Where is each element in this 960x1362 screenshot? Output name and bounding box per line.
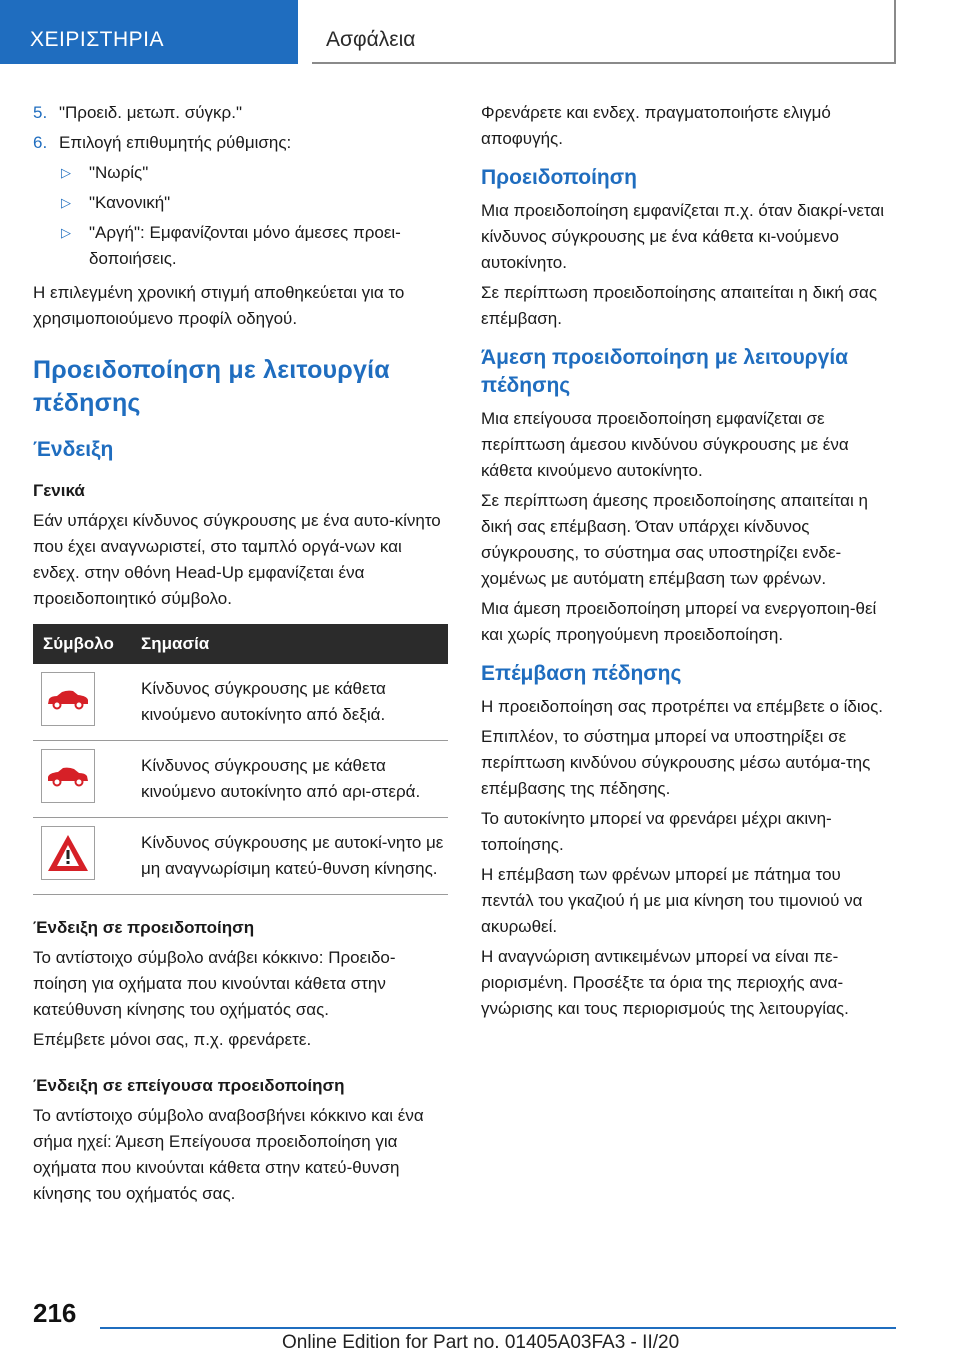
subheading: Ένδειξη σε προειδοποίηση [33,918,255,937]
paragraph: Επέμβετε μόνοι σας, π.χ. φρενάρετε. [33,1030,312,1049]
paragraph: Η επέμβαση των φρένων μπορεί με πάτημα του πεντάλ του γκαζιού ή με μια κίνηση του τιμονιού να ακυρωθεί. [481,865,863,936]
footer-divider [100,1327,896,1329]
bullet-item [33,220,448,272]
header-section: ΧΕΙΡΙΣΤΗΡΙΑ [0,0,298,64]
table-header-row [33,624,448,664]
table-cell-meaning: Κίνδυνος σύγκρουσης με κάθετα κινούμενο αυτοκίνητο από αρι-στερά. [141,741,448,818]
table-cell-icon [33,818,141,895]
subheading: Γενικά [33,481,85,500]
paragraph: Το αυτοκίνητο μπορεί να φρενάρει μέχρι ακινη-τοποίησης. [481,809,832,854]
footer-edition: Online Edition for Part no. 01405A03FA3 - II/20 [282,1332,680,1353]
bullet-text: "Αργή": Εμφανίζονται μόνο άμεσες προει-δοποιήσεις. [89,223,401,268]
paragraph: Επιπλέον, το σύστημα μπορεί να υποστηρίξει σε περίπτωση κινδύνου σύγκρουσης μέσω αυτόμα-της επέμβασης της πέδησης. [481,727,871,798]
table-cell-icon [33,664,141,741]
step-number: 5. [33,103,48,122]
triangle-bullet-icon: ▷ [61,225,71,240]
paragraph: Το αντίστοιχο σύμβολο αναβοσβήνει κόκκινο και ένα σήμα ηχεί: Άμεση Επείγουσα προειδοποίηση για οχήματα που κινούνται κάθετα στην κατεύ-θυνση κίνησης του οχήματός σας. [33,1106,424,1203]
symbol-table [33,624,448,895]
table-header-symbol: Σύμβολο [33,624,141,664]
section-heading: Προειδοποίηση με λειτουργία πέδησης [33,356,390,417]
subsection-heading: Άμεση προειδοποίηση με λειτουργία πέδησης [481,346,849,397]
paragraph: Το αντίστοιχο σύμβολο ανάβει κόκκινο: Προειδο-ποίηση για οχήματα που κινούνται κάθετα στην κατεύθυνση κίνησης του οχήματός σας. [33,948,396,1019]
table-row [33,818,448,895]
paragraph: Η προειδοποίηση σας προτρέπει να επέμβετε ο ίδιος. [481,697,884,716]
subsection-heading: Ένδειξη [33,438,114,461]
paragraph: Η επιλεγμένη χρονική στιγμή αποθηκεύεται για το χρησιμοποιούμενο προφίλ οδηγού. [33,283,405,328]
header-title: Ασφάλεια [312,0,896,64]
bullet-text: "Κανονική" [89,193,171,212]
step-5 [33,100,448,126]
paragraph: Μια άμεση προειδοποίηση μπορεί να ενεργοποιη-θεί και χωρίς προηγούμενη προειδοποίηση. [481,599,877,644]
car-from-left-icon [41,749,95,803]
bullet-text: "Νωρίς" [89,163,149,182]
table-cell-meaning: Κίνδυνος σύγκρουσης με αυτοκί-νητο με μη αναγνωρίσιμη κατεύ-θυνση κίνησης. [141,818,448,895]
bullet-item [33,160,448,186]
triangle-bullet-icon: ▷ [61,195,71,210]
step-number: 6. [33,133,48,152]
table-cell-icon [33,741,141,818]
paragraph: Μια επείγουσα προειδοποίηση εμφανίζεται σε περίπτωση άμεσου κινδύνου σύγκρουσης με ένα κάθετα κινούμενο αυτοκίνητο. [481,409,849,480]
triangle-bullet-icon: ▷ [61,165,71,180]
warning-triangle-icon [41,826,95,880]
step-text: Επιλογή επιθυμητής ρύθμισης: [59,133,292,152]
page-number: 216 [33,1298,77,1328]
bullet-item [33,190,448,216]
paragraph: Μια προειδοποίηση εμφανίζεται π.χ. όταν διακρί-νεται κίνδυνος σύγκρουσης με ένα κάθετα κι-νούμενο αυτοκίνητο. [481,201,884,272]
paragraph: Φρενάρετε και ενδεχ. πραγματοποιήστε ελιγμό αποφυγής. [481,103,831,148]
table-row [33,664,448,741]
subsection-heading: Επέμβαση πέδησης [481,662,682,685]
right-column [481,100,896,1022]
table-row [33,741,448,818]
table-header-meaning: Σημασία [141,624,448,664]
paragraph: Σε περίπτωση άμεσης προειδοποίησης απαιτείται η δική σας επέμβαση. Όταν υπάρχει κίνδυνος σύγκρουσης, το σύστημα σας υποστηρίζει ενδε-χομένως με αυτόματη επέμβαση των φρένων. [481,491,868,588]
step-text: "Προειδ. μετωπ. σύγκρ." [59,103,242,122]
paragraph: Η αναγνώριση αντικειμένων μπορεί να είναι πε-ριορισμένη. Προσέξτε τα όρια της περιοχής ανα-γνώρισης και τους περιορισμούς της λειτουργίας. [481,947,849,1018]
left-column [33,100,448,1207]
subheading: Ένδειξη σε επείγουσα προειδοποίηση [33,1076,345,1095]
car-from-right-icon [41,672,95,726]
paragraph: Σε περίπτωση προειδοποίησης απαιτείται η δική σας επέμβαση. [481,283,878,328]
subsection-heading: Προειδοποίηση [481,166,637,189]
table-cell-meaning: Κίνδυνος σύγκρουσης με κάθετα κινούμενο αυτοκίνητο από δεξιά. [141,664,448,741]
paragraph: Εάν υπάρχει κίνδυνος σύγκρουσης με ένα αυτο-κίνητο που έχει αναγνωριστεί, στο ταμπλό οργά-νων και ενδεχ. στην οθόνη Head-Up εμφανίζεται ένα προειδοποιητικό σύμβολο. [33,511,441,608]
step-6 [33,130,448,156]
